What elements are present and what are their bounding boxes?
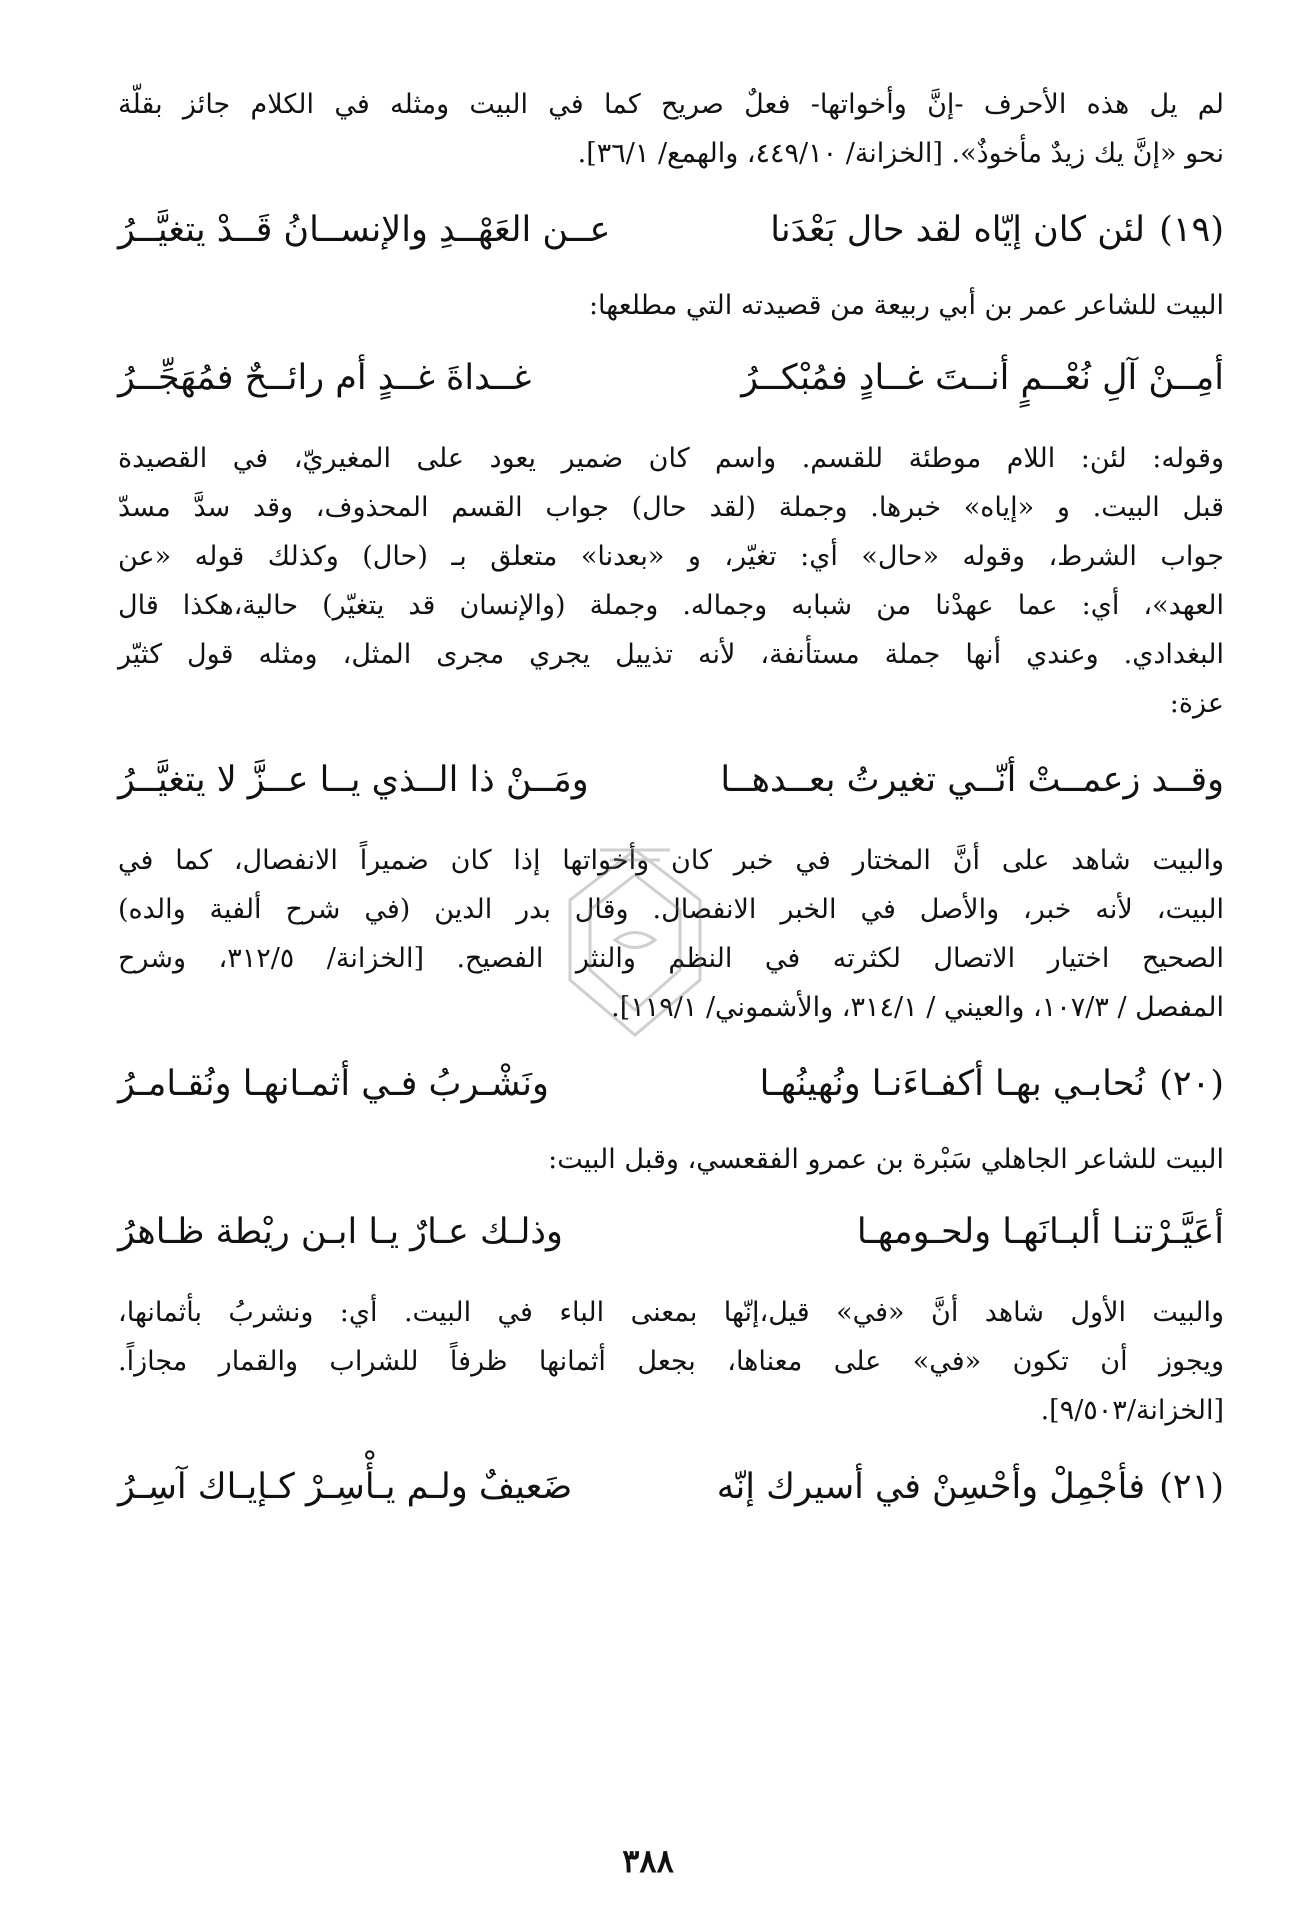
text-line: العهد»، أي: عما عهدْنا من شبابه وجماله. وجملة (والإنسان قد يتغيّر) حالية،هكذا قال [118,590,1224,621]
verse-20-preceding [118,1202,1224,1262]
verse-second-hemistich: عــن العَهْــدِ والإنســانُ قَــدْ يتغيَّــرُ [118,210,611,250]
text-line: لم يل هذه الأحرف -إنَّ وأخواتها- فعلٌ صريح كما في البيت ومثله في الكلام جائز بقلّة [118,89,1224,120]
verse-first-hemistich: لئن كان إيّاه لقد حال بَعْدَنا [770,210,1146,250]
verse-second-hemistich: ومَــنْ ذا الــذي يــا عــزَّ لا يتغيَّــرُ [118,760,589,800]
verse-second-hemistich: غــداةَ غــدٍ أم رائــحٌ فمُهَجِّــرُ [118,358,532,398]
text-line: والبيت شاهد على أنَّ المختار في خبر كان وأخواتها إذا كان ضميراً الانفصال، كما في [118,845,1224,876]
text-line: وقوله: لئن: اللام موطئة للقسم. واسم كان ضمير يعود على المغيريّ، في القصيدة [118,443,1224,474]
paragraph-1 [118,80,1224,178]
verse-number: (١٩) [1159,210,1224,250]
page-number: ٣٨٨ [622,1842,674,1880]
library-watermark-emblem [520,830,750,1060]
text-line: البيت، لأنه خبر، والأصل في الخبر الانفصال. وقال بدر الدين (في شرح ألفية والده) [118,894,1224,925]
text-line: المفصل / ١٠٧/٣، والعيني / ٣١٤/١، والأشموني/ ١١٩/١]. [611,992,1224,1023]
text-line: نحو «إنَّ يك زيدٌ مأخوذٌ». [الخزانة/ ٤٤٩/١٠، والهمع/ ٣٦/١]. [577,138,1224,169]
text-line: جواب الشرط، وقوله «حال» أي: تغيّر، و «بعدنا» متعلق بـ (حال) وكذلك قوله «عن [118,541,1224,572]
verse-first-hemistich: نُحابـي بهـا أكفـاءَنـا ونُهينُهـا [759,1064,1146,1104]
verse-20 [118,1054,1224,1114]
text-line: الصحيح اختيار الاتصال لكثرته في النظم والنثر الفصيح. [الخزانة/ ٣١٢/٥، وشرح [118,943,1224,974]
verse-first-hemistich: أعَيَّـرْتنـا ألبـانَهـا ولحـومهـا [856,1212,1224,1252]
verse-19-opening [118,348,1224,408]
verse-number: (٢١) [1159,1467,1224,1507]
verse-21 [118,1457,1224,1517]
verse-first-hemistich: وقــد زعمــتْ أنّــي تغيرتُ بعــدهــا [720,760,1224,800]
text-line: والبيت الأول شاهد أنَّ «في» قيل،إنّها بمعنى الباء في البيت. أي: ونشربُ بأثمانها، [118,1297,1224,1328]
text-line: [الخزانة/٩/٥٠٣]. [1040,1395,1224,1426]
verse-number: (٢٠) [1159,1064,1224,1104]
verse-second-hemistich: ضَعيفٌ ولـم يـأْسِـرْ كـإيـاك آسِـرُ [118,1467,573,1507]
verse-first-hemistich: أمِــنْ آلِ نُعْــمٍ أنــتَ غــادٍ فمُبْكــرُ [741,358,1224,398]
verse-intro: البيت للشاعر الجاهلي سَبْرة بن عمرو الفقعسي، وقبل البيت: [548,1144,1224,1175]
paragraph-4 [118,1288,1224,1435]
text-line: قبل البيت. و «إياه» خبرها. وجملة (لقد حال) جواب القسم المحذوف، وقد سدَّ مسدّ [118,492,1224,523]
text-line: عزة: [1169,688,1224,719]
text-line: البغدادي. وعندي أنها جملة مستأنفة، لأنه تذييل يجري مجرى المثل، ومثله قول كثيّر [118,639,1224,670]
verse-intro: البيت للشاعر عمر بن أبي ربيعة من قصيدته التي مطلعها: [588,290,1224,321]
verse-kuthayyir [118,750,1224,810]
verse-second-hemistich: وذلـك عـارٌ يـا ابـن ريْطة ظـاهرُ [118,1212,563,1252]
verse-19 [118,200,1224,260]
verse-first-hemistich: فأجْمِلْ وأحْسِنْ في أسيرك إنّه [716,1467,1146,1507]
verse-second-hemistich: ونَشْـربُ فـي أثمـانهـا ونُقـامـرُ [118,1064,549,1104]
text-line: ويجوز أن تكون «في» على معناها، بجعل أثمانها ظرفاً للشراب والقمار مجازاً. [118,1346,1224,1377]
paragraph-2 [118,434,1224,728]
